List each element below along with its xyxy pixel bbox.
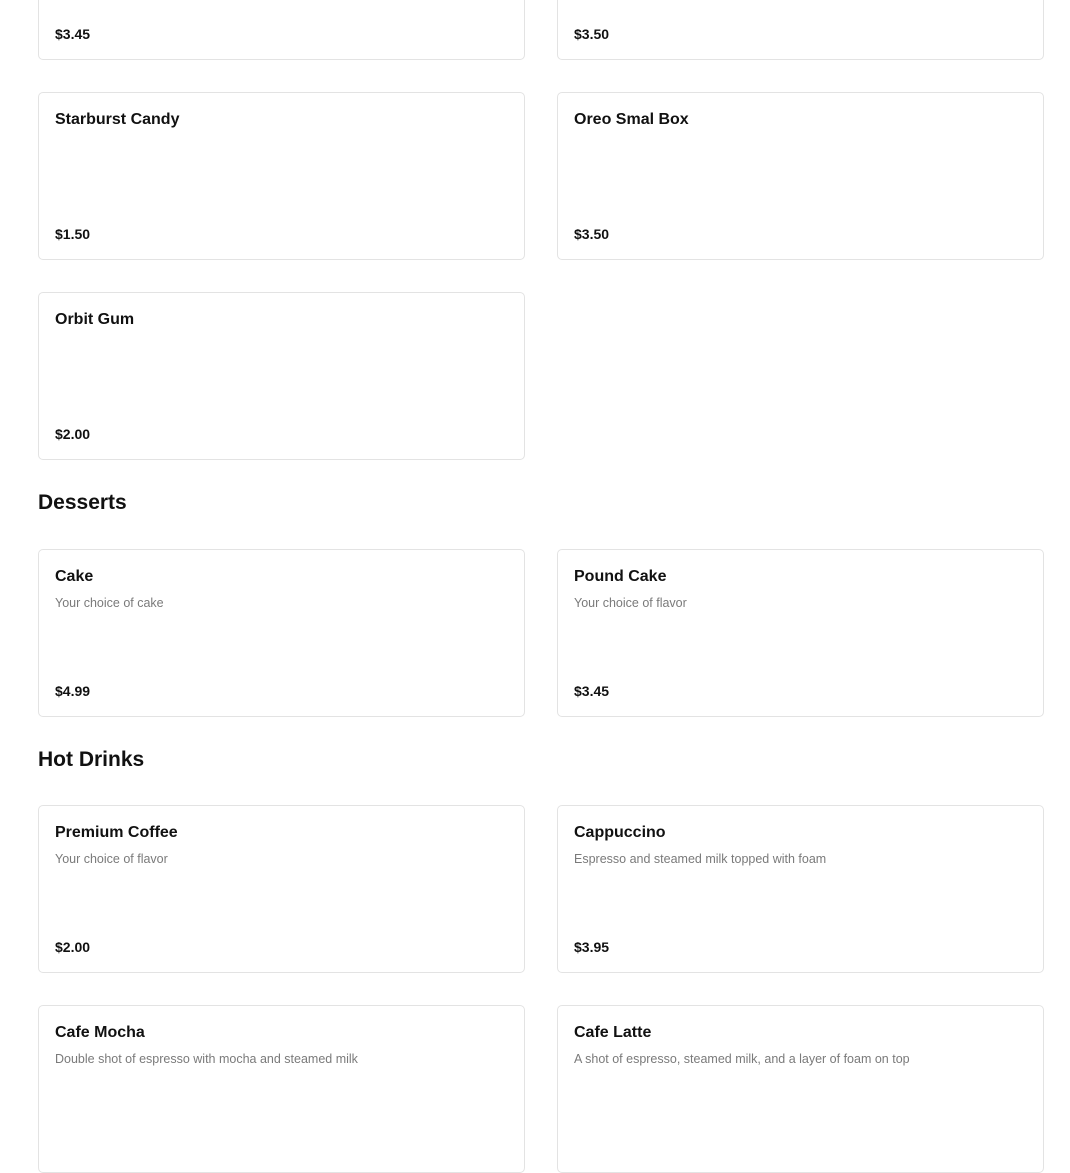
- item-price: $3.50: [574, 226, 610, 242]
- item-price: $3.95: [574, 939, 610, 955]
- menu-item-card[interactable]: [38, 92, 525, 260]
- menu-item-card[interactable]: [557, 549, 1044, 717]
- item-price: $1.50: [55, 226, 91, 242]
- item-name: Cafe Latte: [574, 1024, 652, 1041]
- item-name: Cappuccino: [574, 824, 666, 841]
- section-title-hot-drinks: Hot Drinks: [38, 748, 145, 771]
- item-name: Oreo Smal Box: [574, 111, 689, 128]
- item-name: Orbit Gum: [55, 311, 135, 328]
- item-description: Espresso and steamed milk topped with foam: [574, 852, 827, 866]
- menu-item-card[interactable]: [38, 1005, 525, 1173]
- menu-item-card[interactable]: [557, 92, 1044, 260]
- item-price: $3.50: [574, 26, 610, 42]
- item-price: $3.45: [574, 683, 610, 699]
- item-name: Cake: [55, 568, 94, 585]
- menu-item-card[interactable]: [38, 805, 525, 973]
- menu-item-card[interactable]: [38, 549, 525, 717]
- item-name: Pound Cake: [574, 568, 667, 585]
- item-price: $2.00: [55, 426, 91, 442]
- item-description: Your choice of flavor: [574, 596, 687, 610]
- menu-item-card[interactable]: [557, 805, 1044, 973]
- item-description: Your choice of flavor: [55, 852, 168, 866]
- item-price: $2.00: [55, 939, 91, 955]
- menu-item-card[interactable]: [38, 292, 525, 460]
- item-price: $4.99: [55, 683, 91, 699]
- menu-item-card[interactable]: [557, 1005, 1044, 1173]
- item-description: A shot of espresso, steamed milk, and a layer of foam on top: [574, 1052, 910, 1066]
- item-name: Starburst Candy: [55, 111, 180, 128]
- item-description: Double shot of espresso with mocha and steamed milk: [55, 1052, 358, 1066]
- menu-item-card[interactable]: [557, 0, 1044, 60]
- item-name: Cafe Mocha: [55, 1024, 145, 1041]
- item-name: Premium Coffee: [55, 824, 178, 841]
- menu-item-card[interactable]: [38, 0, 525, 60]
- section-title-desserts: Desserts: [38, 491, 127, 514]
- item-description: Your choice of cake: [55, 596, 164, 610]
- item-price: $3.45: [55, 26, 91, 42]
